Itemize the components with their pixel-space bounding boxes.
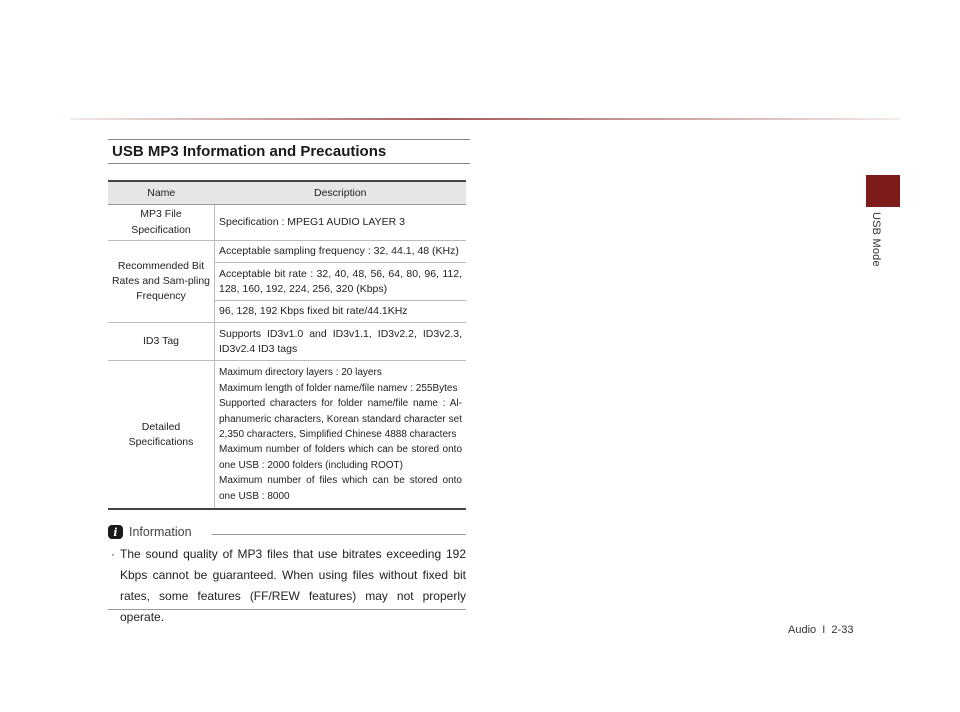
table-row — [108, 241, 466, 263]
side-tab-label: USB Mode — [870, 212, 882, 267]
row-name: ID3 Tag — [108, 323, 215, 361]
row-desc — [215, 361, 467, 509]
information-heading — [108, 523, 192, 541]
information-rule — [212, 534, 466, 535]
information-label: Information — [129, 525, 192, 539]
table-row — [108, 361, 466, 509]
section-side-tab — [866, 175, 900, 207]
row-desc: Specification : MPEG1 AUDIO LAYER 3 — [215, 205, 467, 241]
table-row — [108, 205, 466, 241]
row-desc: Supports ID3v1.0 and ID3v1.1, ID3v2.2, ID3v2.3, ID3v2.4 ID3 tags — [215, 323, 467, 361]
header-description: Description — [215, 181, 467, 205]
information-text: The sound quality of MP3 files that use bitrates exceeding 192 Kbps cannot be guaranteed. When using files without fixed bit rates, some features (FF/REW features) may not properly operate. — [120, 547, 466, 624]
detail-line: Maximum length of folder name/file namev : 255Bytes — [219, 382, 458, 394]
table-row — [108, 323, 466, 361]
detail-line: Maximum directory layers : 20 layers — [219, 367, 382, 379]
page-footer: Audio I 2-33 — [788, 624, 854, 636]
row-desc: Acceptable bit rate : 32, 40, 48, 56, 64, 80, 96, 112, 128, 160, 192, 224, 256, 320 (Kbps) — [215, 263, 467, 301]
top-rule — [70, 118, 900, 120]
detail-line: Maximum number of files which can be stored onto one USB : 8000 — [219, 475, 462, 502]
row-name: Recommended Bit Rates and Sam-pling Frequency — [108, 241, 215, 323]
header-name: Name — [108, 181, 215, 205]
bullet: · — [111, 547, 115, 561]
row-desc: Acceptable sampling frequency : 32, 44.1, 48 (KHz) — [215, 241, 467, 263]
detail-line: Maximum number of folders which can be stored onto one USB : 2000 folders (including ROOT) — [219, 444, 462, 471]
detail-line: Supported characters for folder name/file name : Al-phanumeric characters, Korean standard character set 2,350 characters, Simplified Chinese 4888 characters — [219, 398, 462, 441]
row-name: MP3 File Specification — [108, 205, 215, 241]
spec-table — [108, 180, 466, 510]
info-icon: i — [108, 525, 123, 539]
information-bottom-rule — [108, 609, 466, 610]
row-desc: 96, 128, 192 Kbps fixed bit rate/44.1KHz — [215, 301, 467, 323]
information-body — [108, 544, 466, 628]
table-header-row — [108, 181, 466, 205]
row-name: Detailed Specifications — [108, 361, 215, 509]
section-title: USB MP3 Information and Precautions — [108, 139, 470, 164]
